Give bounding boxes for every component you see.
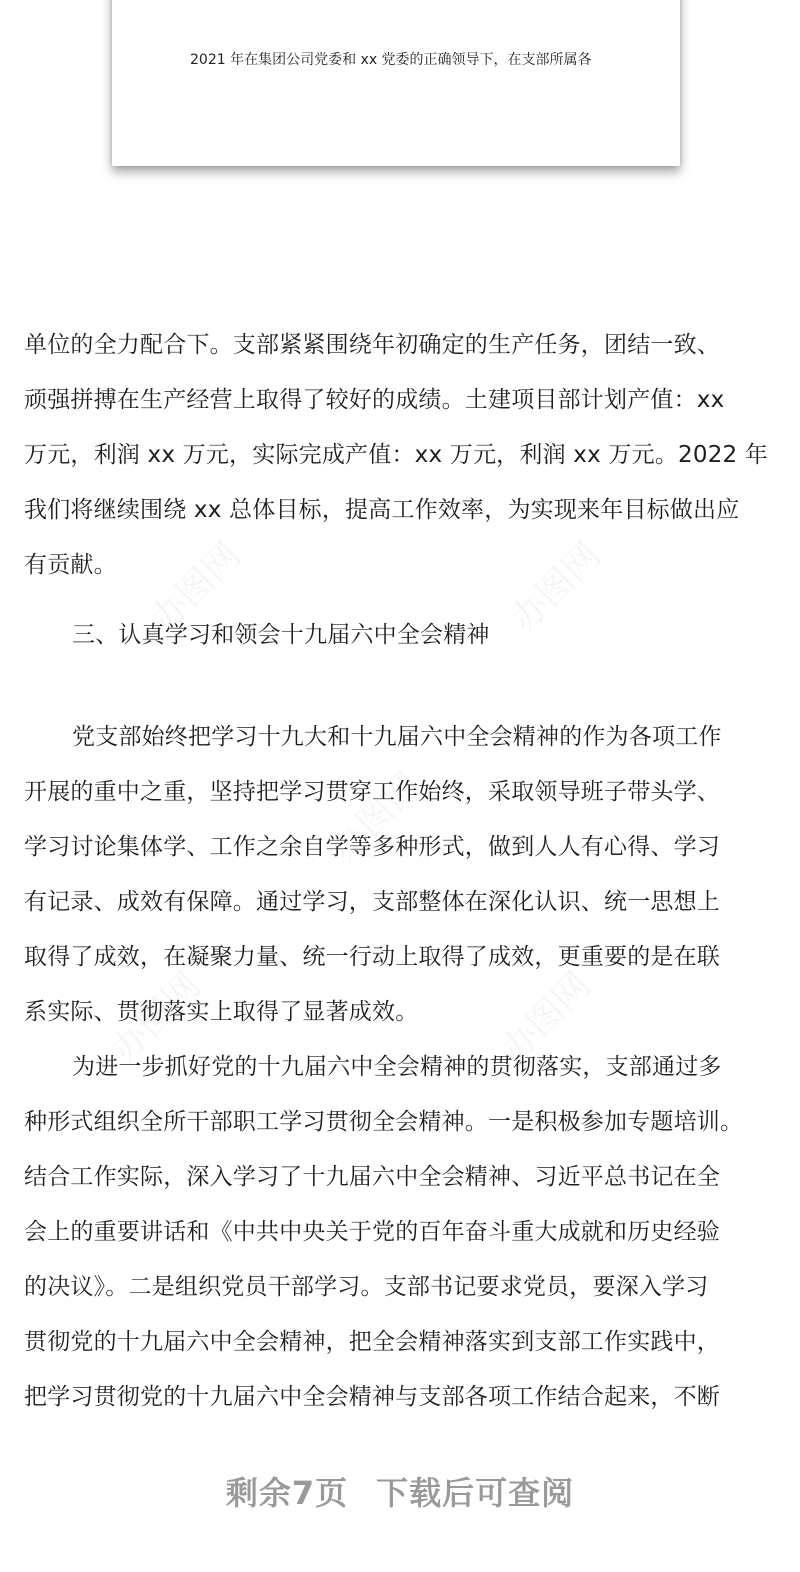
document-page-preview — [112, 0, 680, 166]
paragraph-line: 有贡献。 — [24, 552, 117, 578]
download-hint-text: 下载后可查阅 — [376, 1474, 575, 1512]
paragraph-line: 把学习贯彻党的十九届六中全会精神与支部各项工作结合起来，不断 — [24, 1384, 720, 1410]
paragraph-line: 顽强拼搏在生产经营上取得了较好的成绩。土建项目部计划产值：xx — [24, 387, 725, 413]
paragraph-line: 贯彻党的十九届六中全会精神，把全会精神落实到支部工作实践中， — [24, 1329, 720, 1355]
watermark: 办图网 — [503, 534, 609, 641]
paragraph-line: 单位的全力配合下。支部紧紧围绕年初确定的生产任务，团结一致、 — [24, 332, 720, 358]
watermark: 办图网 — [493, 964, 599, 1071]
paragraph-line: 学习讨论集体学、工作之余自学等多种形式，做到人人有心得、学习 — [24, 834, 720, 860]
watermark: 办图网 — [103, 964, 209, 1071]
remaining-pages-text: 剩余7页 — [225, 1474, 349, 1512]
paragraph-line: 有记录、成效有保障。通过学习，支部整体在深化认识、统一思想上 — [24, 889, 720, 915]
section-heading: 三、认真学习和领会十九届六中全会精神 — [72, 622, 490, 648]
watermark: 办图网 — [323, 764, 429, 871]
paragraph-line: 为进一步抓好党的十九届六中全会精神的贯彻落实，支部通过多 — [72, 1054, 722, 1080]
download-to-read-more-banner[interactable] — [0, 1468, 800, 1514]
paragraph-line: 开展的重中之重，坚持把学习贯穿工作始终，采取领导班子带头学、 — [24, 779, 720, 805]
paragraph-line: 党支部始终把学习十九大和十九届六中全会精神的作为各项工作 — [72, 724, 722, 750]
paragraph-line: 结合工作实际，深入学习了十九届六中全会精神、习近平总书记在全 — [24, 1164, 720, 1190]
paragraph-line: 我们将继续围绕 xx 总体目标，提高工作效率，为实现来年目标做出应 — [24, 497, 740, 523]
paragraph-line: 取得了成效，在凝聚力量、统一行动上取得了成效，更重要的是在联 — [24, 944, 720, 970]
paragraph-line: 万元，利润 xx 万元，实际完成产值：xx 万元，利润 xx 万元。2022 年 — [24, 442, 769, 468]
paragraph-line: 的决议》。二是组织党员干部学习。支部书记要求党员，要深入学习 — [24, 1274, 709, 1300]
watermark: 办图网 — [143, 534, 249, 641]
paragraph-line: 系实际、贯彻落实上取得了显著成效。 — [24, 999, 419, 1025]
paragraph-line: 种形式组织全所干部职工学习贯彻全会精神。一是积极参加专题培训。 — [24, 1109, 744, 1135]
preview-intro-line: 2021 年在集团公司党委和 xx 党委的正确领导下，在支部所属各 — [190, 52, 592, 68]
paragraph-line: 会上的重要讲话和《中共中央关于党的百年奋斗重大成就和历史经验 — [24, 1219, 720, 1245]
